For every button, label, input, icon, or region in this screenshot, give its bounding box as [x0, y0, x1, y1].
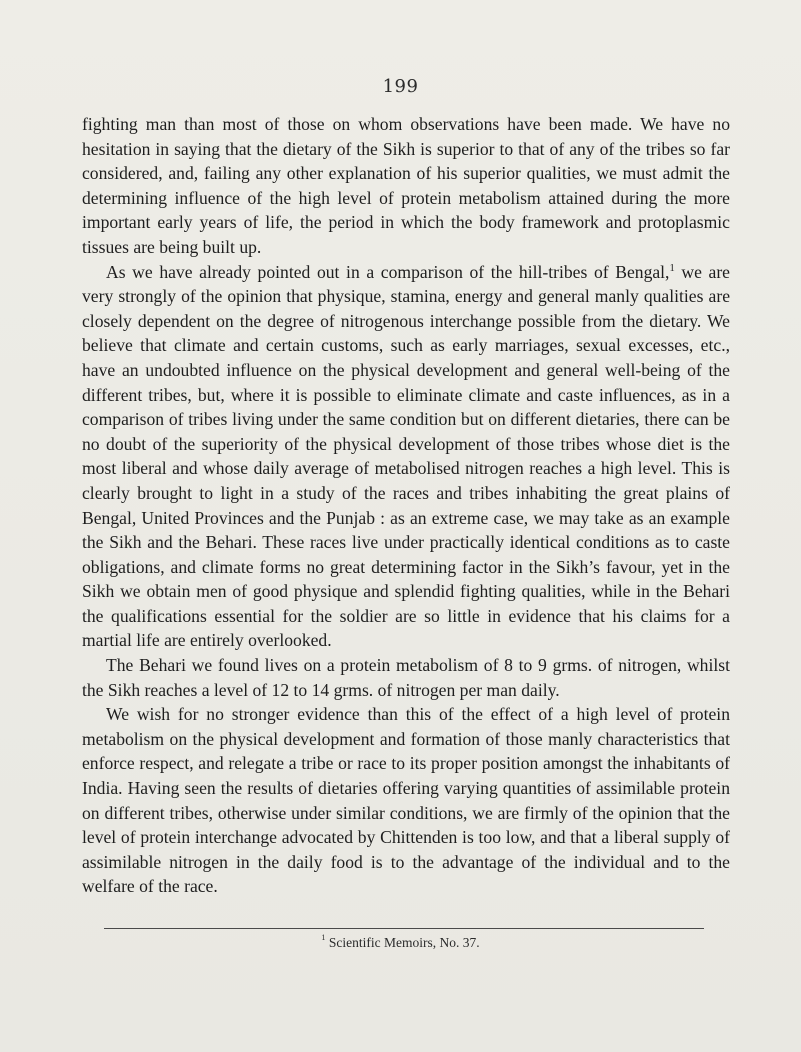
paragraph-text: As we have already pointed out in a comparison of the hill-tribes of Bengal, [106, 261, 670, 282]
footnote-reference: 1 [669, 263, 675, 275]
paragraph-continued: fighting man than most of those on whom observations have been made. We have no hesitation in saying that the dietary of the Sikh is superior to that of any of the tribes so far considered, and, failing any other explanation of his superior qualities, we must admit the determining influence of the high level of protein metabolism attained during the more important early years of life, the period in which the body framework and protoplasmic tissues are being built up. [82, 114, 730, 257]
paragraph-hill-tribes [82, 260, 730, 654]
paragraph-conclusion: We wish for no stronger evidence than this of the effect of a high level of protein metabolism on the physical development and formation of those manly characteristics that enforce respect, and relegate a tribe or race to its proper position amongst the inhabitants of India. Having seen the results of dietaries offering varying quantities of assimilable protein on different tribes, otherwise under similar conditions, we are firmly of the opinion that the level of protein interchange advocated by Chittenden is too low, and that a liberal supply of assimilable nitrogen in the daily food is to the advantage of the individual and to the welfare of the race. [82, 704, 730, 897]
footnote [0, 935, 801, 951]
paragraph-behari: The Behari we found lives on a protein metabolism of 8 to 9 grms. of nitrogen, whilst the Sikh reaches a level of 12 to 14 grms. of nitrogen per man daily. [82, 655, 730, 700]
footnote-mark: 1 [321, 933, 326, 943]
footnote-text: Scientific Memoirs, No. 37. [328, 935, 480, 950]
body-text [82, 112, 730, 899]
paragraph-text: we are very strongly of the opinion that physique, stamina, energy and general manly qualities are closely dependent on the degree of nitrogenous interchange possible from the dietary. We believe that climate and certain customs, such as early marriages, sexual excesses, etc., have an undoubted influence on the physical development and general well-being of the different tribes, but, where it is possible to eliminate climate and caste influences, as in a comparison of tribes living under the same condition but on different dietaries, there can be no doubt of the superiority of the physical development of those tribes whose diet is the most liberal and whose daily average of metabolised nitrogen reaches a high level. This is clearly brought to light in a study of the races and tribes inhabiting the great plains of Bengal, United Provinces and the Punjab : as an extreme case, we may take as an example the Sikh and the Behari. These races live under practically identical conditions as to caste obligations, and climate forms no great determining factor in the Sikh’s favour, yet in the Sikh we obtain men of good physique and splendid fighting qualities, while in the Behari the qualifications essential for the soldier are so little in evidence that his claims for a martial life are entirely overlooked. [82, 261, 730, 651]
footnote-divider [104, 928, 704, 929]
page-number: 199 [382, 76, 419, 97]
